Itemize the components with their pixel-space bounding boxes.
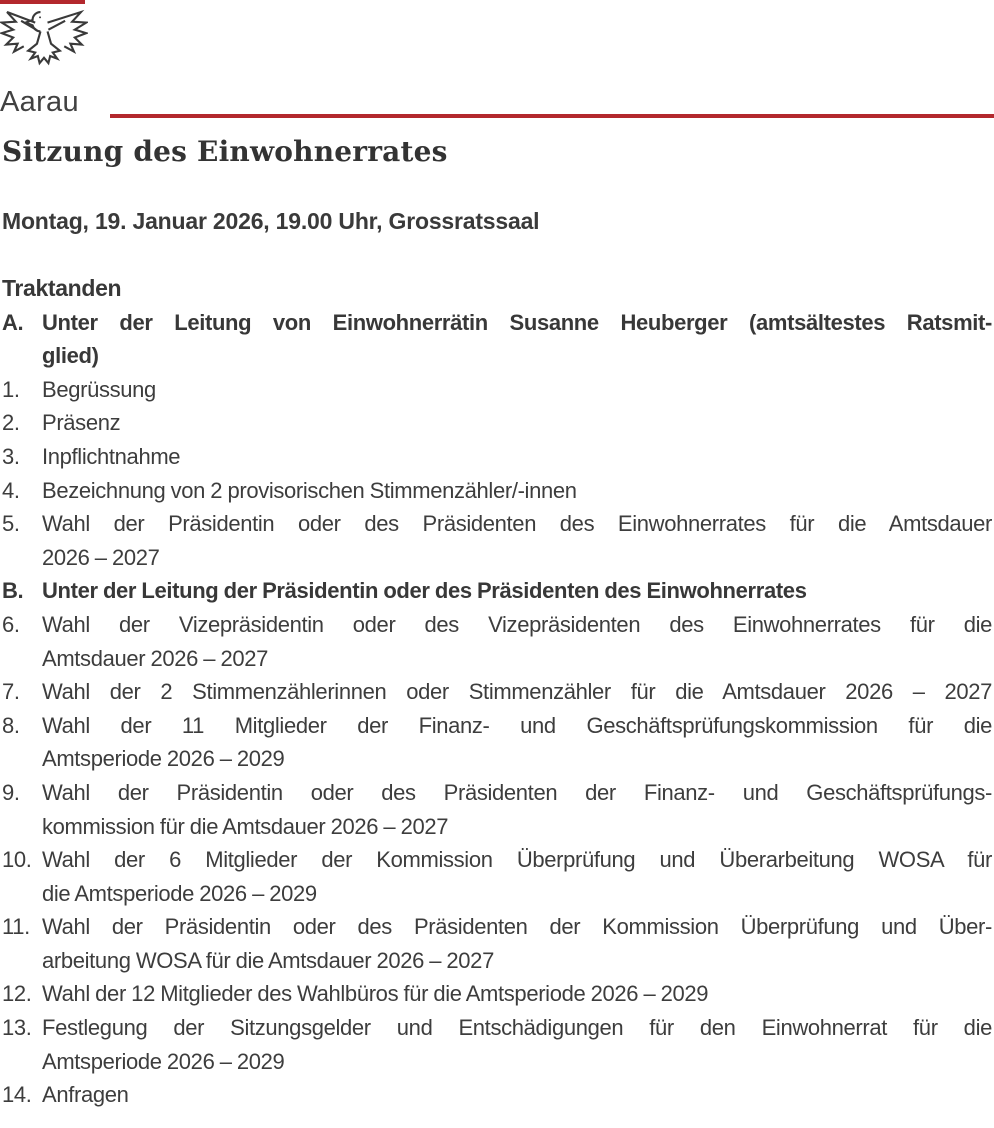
aarau-eagle-icon bbox=[0, 7, 88, 91]
item-text bbox=[42, 440, 992, 474]
agenda-item-5 bbox=[2, 507, 992, 574]
item-text bbox=[42, 1078, 992, 1112]
agenda-item-7 bbox=[2, 675, 992, 709]
item-line: Unter der Leitung der Präsidentin oder des Präsidenten des Einwohnerrates bbox=[42, 578, 807, 604]
agenda-item-B bbox=[2, 574, 992, 608]
item-marker: 6. bbox=[2, 611, 20, 637]
item-marker: 7. bbox=[2, 679, 20, 705]
logo-wordmark: Aarau bbox=[0, 86, 79, 118]
item-text bbox=[42, 843, 992, 910]
item-text bbox=[42, 675, 992, 709]
item-marker: 4. bbox=[2, 477, 20, 503]
item-line: Bezeichnung von 2 provisorischen Stimmenzähler/-innen bbox=[42, 477, 577, 503]
item-marker: 9. bbox=[2, 779, 20, 805]
agenda-item-14 bbox=[2, 1078, 992, 1112]
item-text bbox=[42, 1011, 992, 1078]
item-text bbox=[42, 574, 992, 608]
item-text bbox=[42, 608, 992, 675]
item-marker: 14. bbox=[2, 1082, 32, 1108]
agenda-item-1 bbox=[2, 373, 992, 407]
item-line: Wahl der Präsidentin oder des Präsidenten der Kommission Überprüfung und Über- bbox=[42, 914, 992, 940]
item-line: kommission für die Amtsdauer 2026 – 2027 bbox=[42, 813, 449, 839]
item-line: Unter der Leitung von Einwohnerrätin Susanne Heuberger (amtsältestes Ratsmit- bbox=[42, 309, 992, 335]
item-text bbox=[42, 977, 992, 1011]
item-text bbox=[42, 910, 992, 977]
item-text bbox=[42, 507, 992, 574]
item-marker: B. bbox=[2, 578, 24, 604]
agenda-item-A bbox=[2, 306, 992, 373]
item-text bbox=[42, 373, 992, 407]
meeting-datetime: Montag, 19. Januar 2026, 19.00 Uhr, Grossratssaal bbox=[2, 208, 540, 234]
item-marker: 5. bbox=[2, 511, 20, 537]
item-line: Präsenz bbox=[42, 410, 121, 436]
agenda-item-9 bbox=[2, 776, 992, 843]
agenda-item-3 bbox=[2, 440, 992, 474]
item-text bbox=[42, 406, 992, 440]
item-text bbox=[42, 709, 992, 776]
item-marker: 10. bbox=[2, 847, 32, 873]
item-marker: 11. bbox=[2, 914, 30, 940]
item-marker: 2. bbox=[2, 410, 20, 436]
item-marker: 13. bbox=[2, 1015, 32, 1041]
item-text bbox=[42, 474, 992, 508]
item-line: Amtsperiode 2026 – 2029 bbox=[42, 746, 285, 772]
item-line: Wahl der 12 Mitglieder des Wahlbüros für die Amtsperiode 2026 – 2029 bbox=[42, 981, 709, 1007]
item-marker: 8. bbox=[2, 712, 20, 738]
agenda-item-4 bbox=[2, 474, 992, 508]
agenda-item-2 bbox=[2, 406, 992, 440]
item-line: Begrüssung bbox=[42, 376, 156, 402]
agenda-item-6 bbox=[2, 608, 992, 675]
item-line: Wahl der 6 Mitglieder der Kommission Überprüfung und Überarbeitung WOSA für bbox=[42, 847, 992, 873]
item-line: Inpflichtnahme bbox=[42, 443, 181, 469]
agenda-item-8 bbox=[2, 709, 992, 776]
item-line: Anfragen bbox=[42, 1082, 129, 1108]
item-text bbox=[42, 306, 992, 373]
logo-red-bar bbox=[0, 0, 85, 4]
agenda-item-13 bbox=[2, 1011, 992, 1078]
agenda-item-10 bbox=[2, 843, 992, 910]
item-line: Wahl der Vizepräsidentin oder des Vizepräsidenten des Einwohnerrates für die bbox=[42, 611, 992, 637]
item-line: Wahl der Präsidentin oder des Präsidenten des Einwohnerrates für die Amtsdauer bbox=[42, 511, 992, 537]
item-marker: A. bbox=[2, 309, 24, 335]
item-line: glied) bbox=[42, 343, 99, 369]
agenda-item-11 bbox=[2, 910, 992, 977]
agenda-heading: Traktanden bbox=[2, 275, 122, 301]
item-line: Festlegung der Sitzungsgelder und Entschädigungen für den Einwohnerrat für die bbox=[42, 1015, 992, 1041]
item-line: Wahl der 11 Mitglieder der Finanz- und Geschäftsprüfungskommission für die bbox=[42, 712, 992, 738]
item-line: Amtsperiode 2026 – 2029 bbox=[42, 1048, 285, 1074]
item-marker: 12. bbox=[2, 981, 32, 1007]
page-title: Sitzung des Einwohnerrates bbox=[2, 135, 448, 168]
item-line: Wahl der Präsidentin oder des Präsidenten der Finanz- und Geschäftsprüfungs- bbox=[42, 779, 992, 805]
item-line: Wahl der 2 Stimmenzählerinnen oder Stimmenzähler für die Amtsdauer 2026 – 2027 bbox=[42, 679, 992, 705]
item-marker: 1. bbox=[2, 376, 20, 402]
item-text bbox=[42, 776, 992, 843]
item-line: arbeitung WOSA für die Amtsdauer 2026 – 2027 bbox=[42, 947, 494, 973]
header-rule bbox=[110, 114, 994, 118]
agenda-list bbox=[2, 272, 992, 1112]
agenda-item-12 bbox=[2, 977, 992, 1011]
item-line: die Amtsperiode 2026 – 2029 bbox=[42, 880, 317, 906]
item-line: 2026 – 2027 bbox=[42, 544, 160, 570]
item-line: Amtsdauer 2026 – 2027 bbox=[42, 645, 268, 671]
item-marker: 3. bbox=[2, 443, 20, 469]
